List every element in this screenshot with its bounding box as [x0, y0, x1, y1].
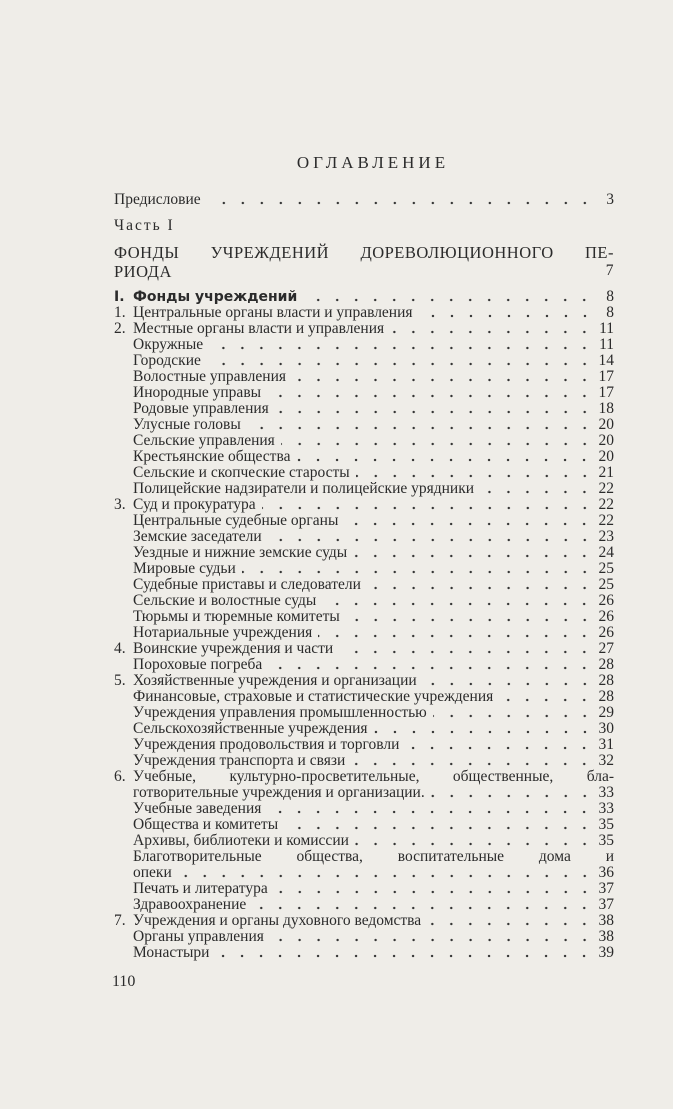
dot-leader	[431, 788, 594, 798]
toc-entry-preface[interactable]	[114, 192, 614, 208]
entry-label: Крестьянские общества	[133, 448, 291, 465]
toc-entry[interactable]	[114, 513, 614, 529]
entry-page: 14	[598, 352, 614, 369]
part-title-page: 7	[605, 262, 614, 279]
toc-entry[interactable]	[114, 673, 614, 689]
dot-leader	[480, 484, 594, 494]
dot-leader	[351, 756, 594, 766]
toc-entry[interactable]	[114, 865, 614, 881]
entry-page: 26	[598, 608, 614, 625]
page-number: 110	[112, 973, 136, 990]
entry-label: Местные органы власти и управления	[133, 320, 385, 337]
toc-entry[interactable]	[114, 833, 614, 849]
entry-label: Учебные заведения	[133, 800, 262, 817]
dot-leader	[322, 596, 594, 606]
entry-page: 27	[598, 640, 614, 657]
entry-page: 30	[598, 720, 614, 737]
toc-entry[interactable]	[114, 721, 614, 737]
dot-leader	[423, 676, 594, 686]
dot-leader	[262, 500, 594, 510]
dot-leader	[247, 420, 594, 430]
toc-entry[interactable]	[114, 529, 614, 545]
dot-leader	[268, 532, 594, 542]
entry-number: I.	[114, 289, 125, 305]
dot-leader	[405, 740, 594, 750]
entry-page: 28	[598, 672, 614, 689]
entry-page: 37	[598, 880, 614, 897]
entry-page: 39	[598, 944, 614, 961]
toc-entry[interactable]	[114, 289, 614, 305]
entry-label: Волостные управления	[133, 368, 286, 385]
dot-leader	[318, 628, 594, 638]
toc-entry[interactable]	[114, 641, 614, 657]
part-title-word: ФОНДЫ	[114, 243, 180, 262]
entry-label: Сельские и волостные суды	[133, 592, 317, 609]
entry-number: 3.	[114, 496, 126, 513]
entry-page: 28	[598, 688, 614, 705]
entry-label: Хозяйственные учреждения и организации	[133, 672, 417, 689]
entry-label: Монастыри	[133, 944, 210, 961]
toc-entry[interactable]	[114, 433, 614, 449]
toc-entry[interactable]	[114, 625, 614, 641]
entry-page: 17	[598, 384, 614, 401]
toc-entry[interactable]	[114, 817, 614, 833]
toc-entry[interactable]	[114, 737, 614, 753]
dot-leader	[274, 884, 594, 894]
toc-entry[interactable]	[114, 913, 614, 929]
entry-label: Тюрьмы и тюремные комитеты	[133, 608, 340, 625]
entry-page: 20	[598, 448, 614, 465]
entry-label: Финансовые, страховые и статистические учреждения	[133, 688, 494, 705]
toc-entry[interactable]	[114, 417, 614, 433]
entry-page: 20	[598, 416, 614, 433]
dot-leader	[207, 356, 594, 366]
entry-label: опеки	[133, 864, 172, 881]
entry-page: 37	[598, 896, 614, 913]
entry-label: Учреждения продовольствия и торговли	[133, 736, 400, 753]
entry-page: 11	[599, 336, 614, 353]
toc-entry[interactable]	[114, 705, 614, 721]
entry-page: 23	[598, 528, 614, 545]
entry-page: 11	[599, 320, 614, 337]
entry-page: 26	[598, 592, 614, 609]
entry-label: Полицейские надзиратели и полицейские урядники	[133, 480, 475, 497]
entry-label: Печать и литература	[133, 880, 268, 897]
toc-entry[interactable]	[114, 401, 614, 417]
entry-page: 24	[598, 544, 614, 561]
entry-label: Земские заседатели	[133, 528, 262, 545]
entry-page: 33	[598, 800, 614, 817]
entry-label: Нотариальные учреждения	[133, 624, 313, 641]
toc-entry[interactable]	[114, 369, 614, 385]
part-title-text: РИОДА	[114, 262, 172, 281]
toc-entry[interactable]	[114, 545, 614, 561]
entry-page: 21	[598, 464, 614, 481]
part-title-word: ПЕ-	[585, 243, 614, 262]
entry-page: 25	[598, 560, 614, 577]
entry-page: 33	[598, 784, 614, 801]
dot-leader	[419, 308, 594, 318]
toc-entry[interactable]	[114, 945, 614, 961]
entry-label: Предисловие	[114, 191, 201, 208]
entry-page: 29	[598, 704, 614, 721]
dot-leader	[242, 564, 594, 574]
toc-entry[interactable]	[114, 481, 614, 497]
dot-leader	[292, 372, 594, 382]
dot-leader	[207, 195, 594, 205]
dot-leader	[209, 340, 594, 350]
entry-label: Благотворительные общества, воспитательные дома и	[133, 848, 614, 865]
entry-page: 26	[598, 624, 614, 641]
dot-leader	[427, 916, 594, 926]
entry-label: Здравоохранение	[133, 896, 247, 913]
dot-leader	[353, 548, 594, 558]
toc-title: ОГЛАВЛЕНИЕ	[296, 153, 450, 172]
dot-leader	[433, 708, 594, 718]
toc-entry[interactable]	[114, 593, 614, 609]
dot-leader	[344, 516, 594, 526]
entry-number: 1.	[114, 304, 126, 321]
toc-entry[interactable]	[114, 337, 614, 353]
entry-page: 28	[598, 656, 614, 673]
dot-leader	[275, 404, 594, 414]
dot-leader	[296, 452, 594, 462]
dot-leader	[267, 388, 594, 398]
entry-label: Пороховые погреба	[133, 656, 263, 673]
entry-label: Улусные головы	[133, 416, 241, 433]
entry-label: Родовые управления	[133, 400, 269, 417]
entry-label: Суд и прокуратура	[133, 496, 256, 513]
entry-number: 6.	[114, 768, 126, 785]
toc-entry[interactable]	[114, 849, 614, 865]
entry-label: Учреждения транспорта и связи	[133, 752, 346, 769]
toc-entry[interactable]	[114, 897, 614, 913]
dot-leader	[355, 836, 594, 846]
dot-leader	[284, 820, 594, 830]
entry-page: 25	[598, 576, 614, 593]
entry-page: 18	[598, 400, 614, 417]
dot-leader	[374, 724, 594, 734]
dot-leader	[252, 900, 594, 910]
entry-label: Судебные приставы и следователи	[133, 576, 361, 593]
entry-number: 2.	[114, 320, 126, 337]
toc-entry[interactable]	[114, 785, 614, 801]
entry-page: 38	[598, 912, 614, 929]
entry-label: Сельские управления	[133, 432, 275, 449]
dot-leader	[303, 292, 594, 302]
part-title-line1	[114, 243, 614, 263]
toc-entry[interactable]	[114, 689, 614, 705]
dot-leader	[367, 580, 594, 590]
entry-label: Воинские учреждения и части	[133, 640, 334, 657]
entry-number: 5.	[114, 672, 126, 689]
entry-label: Органы управления	[133, 928, 264, 945]
entry-label: Уездные и нижние земские суды	[133, 544, 348, 561]
toc-entry[interactable]	[114, 753, 614, 769]
entry-label: Сельскохозяйственные учреждения	[133, 720, 368, 737]
entry-label: Центральные органы власти и управления	[133, 304, 413, 321]
toc-entry[interactable]	[114, 353, 614, 369]
entry-page: 36	[598, 864, 614, 881]
entry-number: 7.	[114, 912, 126, 929]
entry-page: 35	[598, 832, 614, 849]
entry-label: Архивы, библиотеки и комиссии	[133, 832, 349, 849]
dot-leader	[390, 324, 594, 334]
entry-page: 31	[598, 736, 614, 753]
entry-number: 4.	[114, 640, 126, 657]
dot-leader	[281, 436, 594, 446]
toc-entry[interactable]	[114, 561, 614, 577]
entry-label: Инородные управы	[133, 384, 262, 401]
dot-leader	[268, 660, 594, 670]
part-title-word: УЧРЕЖДЕНИЙ	[210, 243, 330, 262]
part-title-line2[interactable]	[114, 262, 614, 282]
entry-label: Окружные	[133, 336, 204, 353]
entry-page: 22	[598, 496, 614, 513]
toc-entry[interactable]	[114, 321, 614, 337]
dot-leader	[339, 644, 594, 654]
toc-entry[interactable]	[114, 609, 614, 625]
dot-leader	[499, 692, 594, 702]
entry-page: 32	[598, 752, 614, 769]
toc-entry[interactable]	[114, 577, 614, 593]
entry-label: Общества и комитеты	[133, 816, 279, 833]
toc-entry[interactable]	[114, 657, 614, 673]
entry-page: 17	[598, 368, 614, 385]
entry-label: Учебные, культурно-просветительные, общественные, бла-	[133, 768, 614, 785]
entry-page: 38	[598, 928, 614, 945]
toc-entry[interactable]	[114, 385, 614, 401]
entry-label: готворительные учреждения и организации.	[133, 784, 425, 801]
dot-leader	[215, 948, 594, 958]
toc-entry[interactable]	[114, 801, 614, 817]
entry-page: 22	[598, 480, 614, 497]
entry-label: Центральные судебные органы	[133, 512, 339, 529]
toc-entry[interactable]	[114, 449, 614, 465]
toc-entry[interactable]	[114, 465, 614, 481]
dot-leader	[267, 804, 594, 814]
entry-label: Учреждения управления промышленностью	[133, 704, 427, 721]
dot-leader	[270, 932, 594, 942]
entry-page: 20	[598, 432, 614, 449]
toc-entry[interactable]	[114, 929, 614, 945]
dot-leader	[356, 468, 594, 478]
entry-page: 3	[606, 191, 614, 208]
toc-entry[interactable]	[114, 769, 614, 785]
entry-page: 8	[606, 304, 614, 321]
entry-label: Сельские и скопческие старосты	[133, 464, 350, 481]
toc-entry[interactable]	[114, 305, 614, 321]
entry-page: 35	[598, 816, 614, 833]
entry-label: Городские	[133, 352, 201, 369]
dot-leader	[178, 868, 594, 878]
part-heading: Часть I	[114, 217, 175, 234]
entry-label: Фонды учреждений	[133, 289, 298, 305]
toc-entry[interactable]	[114, 881, 614, 897]
entry-label: Мировые судьи	[133, 560, 236, 577]
entry-page: 8	[606, 288, 614, 305]
entry-label: Учреждения и органы духовного ведомства	[133, 912, 422, 929]
part-title-word: ДОРЕВОЛЮЦИОННОГО	[360, 243, 554, 262]
toc-entry[interactable]	[114, 497, 614, 513]
dot-leader	[346, 612, 594, 622]
entry-page: 22	[598, 512, 614, 529]
